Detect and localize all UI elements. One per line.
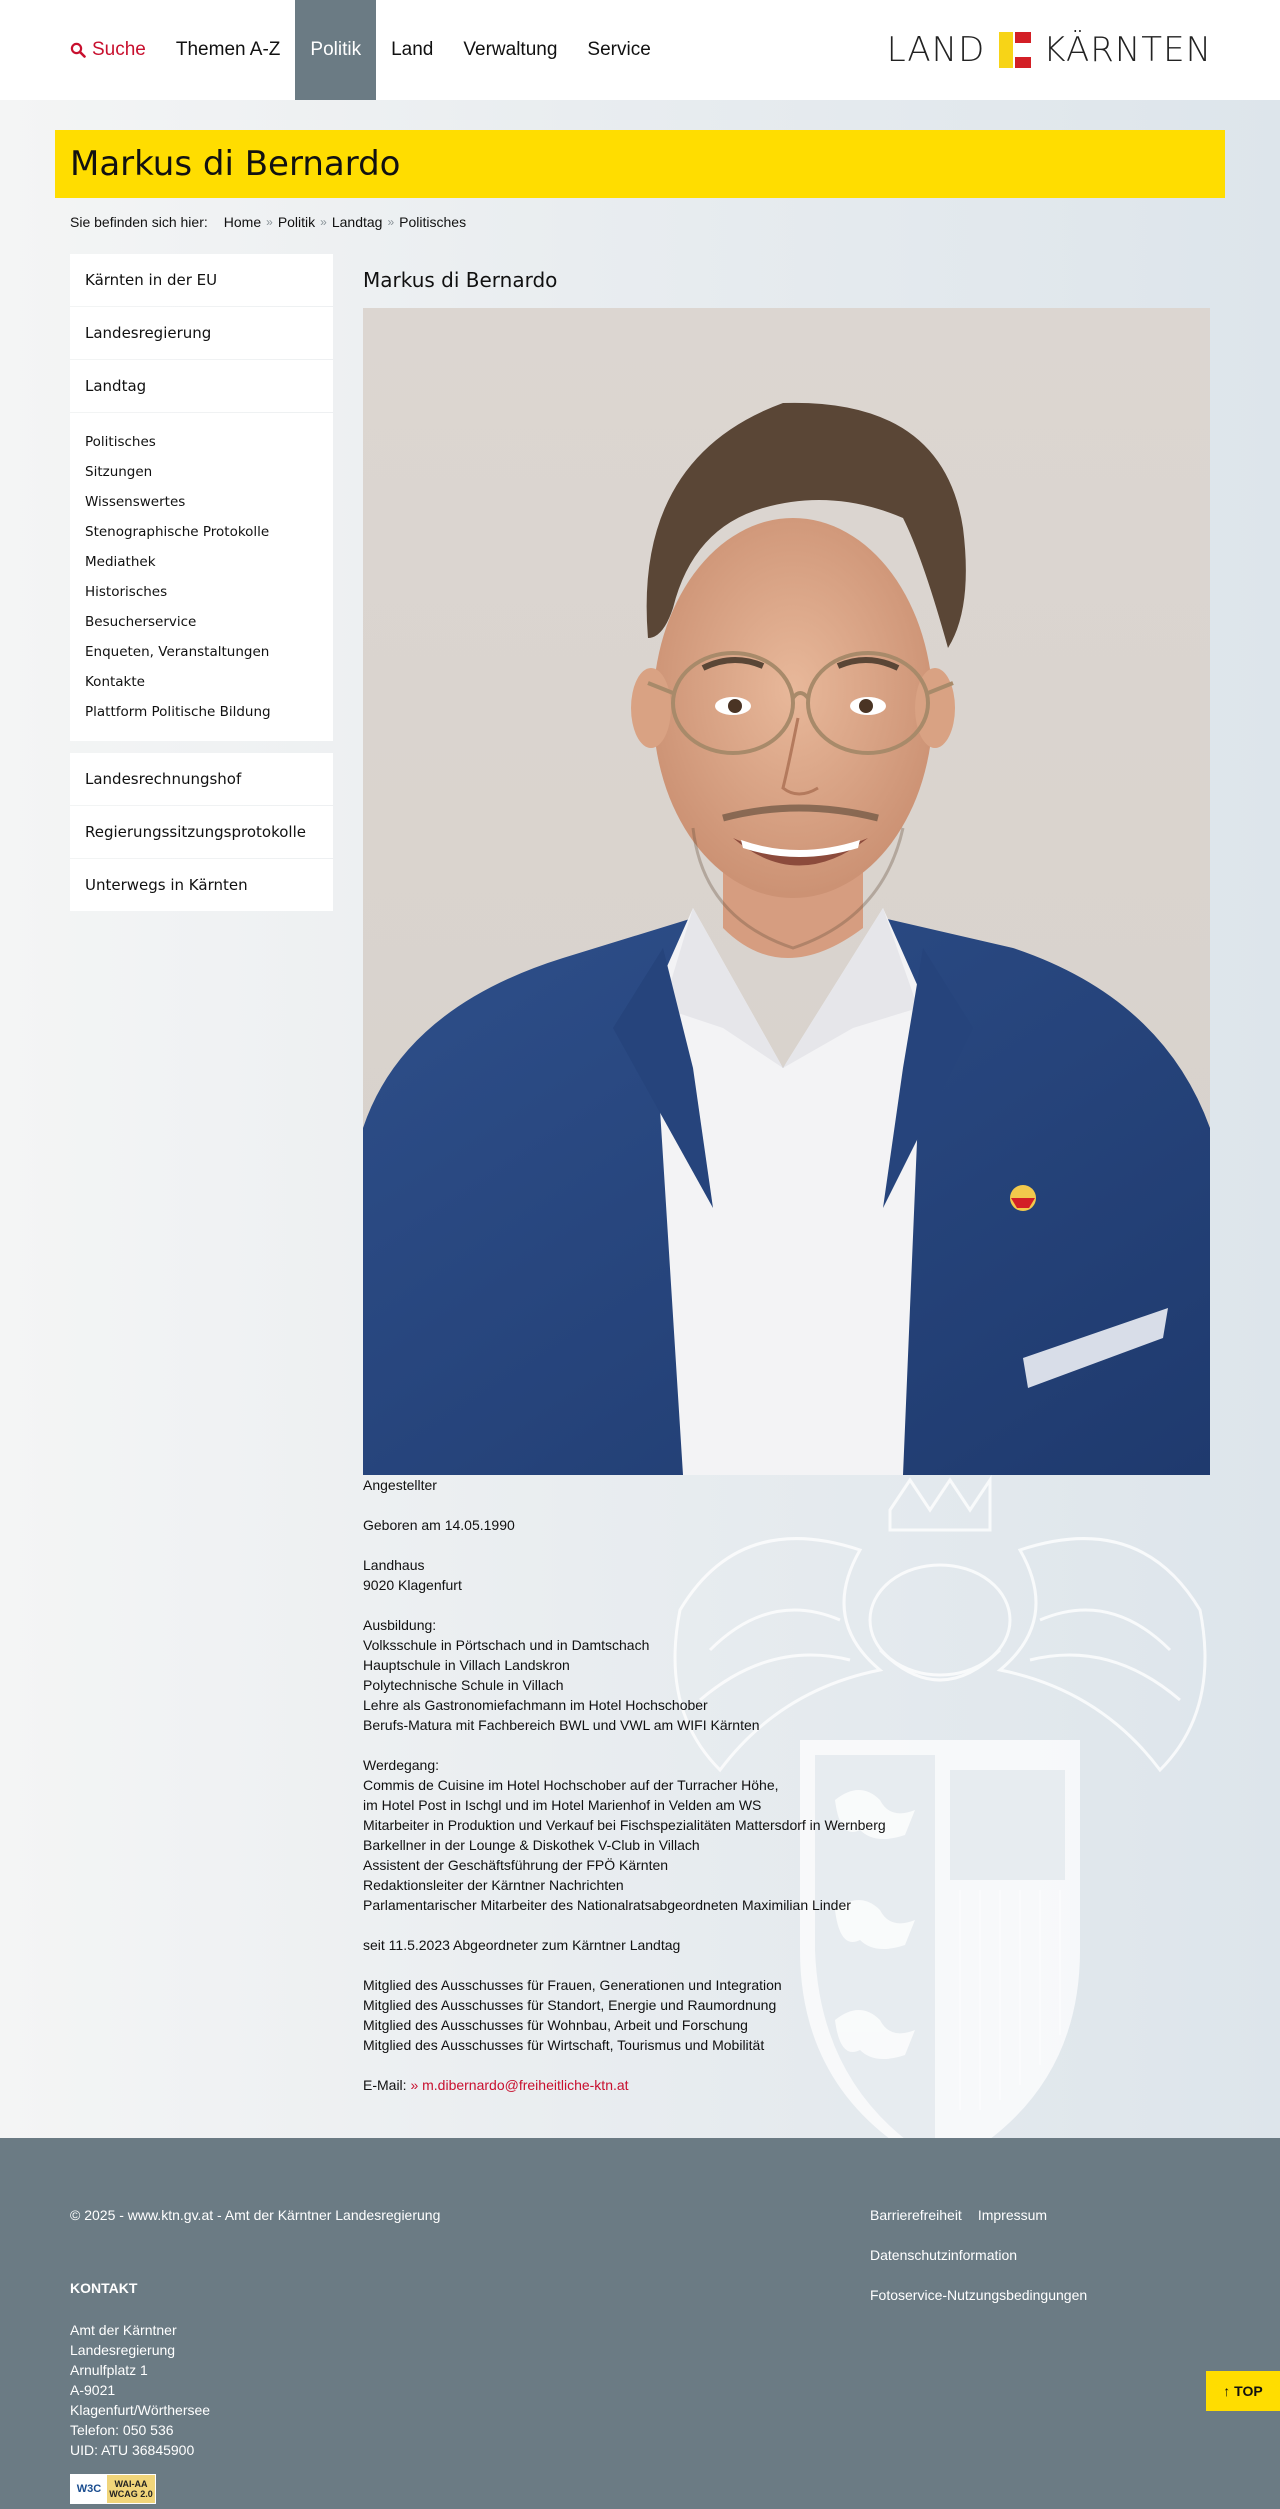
- breadcrumb-politisches-label: Politisches: [399, 214, 467, 230]
- nav-themen[interactable]: Themen A-Z: [175, 39, 281, 60]
- site-footer: [0, 2138, 1280, 2509]
- sidebar-subitem-sitzungen[interactable]: Sitzungen: [85, 464, 153, 480]
- contact-line: Telefon: 050 536: [70, 2422, 174, 2438]
- sidebar-item-eu[interactable]: Kärnten in der EU: [70, 254, 333, 306]
- bio-education: [363, 1615, 1210, 1735]
- chevron-right-icon: »: [387, 215, 395, 229]
- breadcrumb-politik-label: Politik: [277, 214, 316, 230]
- main-content: [363, 268, 1210, 2115]
- sidebar-item-landtag[interactable]: Landtag: [70, 360, 333, 412]
- nav-land[interactable]: Land: [391, 39, 434, 60]
- education-line: Hauptschule in Villach Landskron: [363, 1657, 570, 1673]
- sidebar-subitem-historisches[interactable]: Historisches: [85, 584, 168, 600]
- wcag-label: [107, 2475, 155, 2503]
- nav-service[interactable]: Service: [587, 39, 651, 60]
- nav-verwaltung[interactable]: Verwaltung: [463, 39, 558, 60]
- bio-occupation: Angestellter: [363, 1477, 437, 1493]
- carinthia-flag-icon: [999, 32, 1031, 68]
- sidebar-subitem-plattform[interactable]: Plattform Politische Bildung: [85, 704, 271, 720]
- sidebar-item-landesrechnungshof[interactable]: Landesrechnungshof: [70, 753, 333, 805]
- bio-career: [363, 1755, 1210, 1915]
- breadcrumb-landtag[interactable]: [315, 214, 382, 230]
- career-line: Parlamentarischer Mitarbeiter des Nationalratsabgeordneten Maximilian Linder: [363, 1897, 851, 1913]
- footer-copyright: © 2025 - www.ktn.gv.at - Amt der Kärntner Landesregierung: [70, 2207, 441, 2223]
- bio-since: seit 11.5.2023 Abgeordneter zum Kärntner Landtag: [363, 1937, 681, 1953]
- bio-address: [363, 1555, 1210, 1595]
- career-line: Barkellner in der Lounge & Diskothek V-Club in Villach: [363, 1837, 700, 1853]
- breadcrumb-home[interactable]: [224, 214, 261, 230]
- logo-text-left: LAND: [886, 30, 986, 70]
- contact-line: A-9021: [70, 2382, 116, 2398]
- sidebar-item-unterwegs[interactable]: Unterwegs in Kärnten: [70, 859, 333, 911]
- breadcrumb-lead: Sie befinden sich hier:: [70, 214, 208, 230]
- sidebar-submenu-landtag: [70, 413, 333, 741]
- education-line: Ausbildung:: [363, 1617, 437, 1633]
- career-line: Commis de Cuisine im Hotel Hochschober auf der Turracher Höhe,: [363, 1777, 779, 1793]
- sidebar-subitem-kontakte[interactable]: Kontakte: [85, 674, 145, 690]
- email-label: E-Mail:: [363, 2077, 407, 2093]
- sidebar-nav: [70, 254, 333, 912]
- nav-politik[interactable]: Politik: [295, 0, 376, 100]
- footer-contact-block: [70, 2320, 210, 2460]
- sidebar-item-landesregierung[interactable]: Landesregierung: [70, 307, 333, 359]
- main-area: [0, 100, 1280, 2138]
- footer-contact-heading: KONTAKT: [70, 2280, 138, 2296]
- career-line: Redaktionsleiter der Kärntner Nachrichten: [363, 1877, 624, 1893]
- committee-line: Mitglied des Ausschusses für Standort, Energie und Raumordnung: [363, 1997, 777, 2013]
- contact-line: Klagenfurt/Wörthersee: [70, 2402, 211, 2418]
- career-line: im Hotel Post in Ischgl und im Hotel Marienhof in Velden am WS: [363, 1797, 762, 1813]
- breadcrumb: [70, 214, 466, 230]
- search-icon: [70, 42, 86, 58]
- content-heading: Markus di Bernardo: [363, 268, 558, 292]
- footer-link-impressum[interactable]: Impressum: [977, 2207, 1048, 2223]
- committee-line: Mitglied des Ausschusses für Wirtschaft, Tourismus und Mobilität: [363, 2037, 765, 2053]
- sidebar-subitem-enqueten[interactable]: Enqueten, Veranstaltungen: [85, 644, 270, 660]
- sidebar-subitem-besucherservice[interactable]: Besucherservice: [85, 614, 197, 630]
- breadcrumb-politisches[interactable]: [382, 214, 466, 230]
- wai-aa-text: WAI-AA: [114, 2479, 148, 2489]
- address-line: Landhaus: [363, 1557, 425, 1573]
- sidebar-subitem-protokolle[interactable]: Stenographische Protokolle: [85, 524, 270, 540]
- site-logo[interactable]: [887, 30, 1212, 70]
- contact-line: Arnulfplatz 1: [70, 2362, 148, 2378]
- education-line: Volksschule in Pörtschach und in Damtschach: [363, 1637, 650, 1653]
- contact-line: UID: ATU 36845900: [70, 2442, 195, 2458]
- footer-link-barrierefreiheit[interactable]: Barrierefreiheit: [870, 2207, 962, 2223]
- nav-search-label: Suche: [92, 39, 146, 60]
- bio-committees: [363, 1975, 1210, 2055]
- committee-line: Mitglied des Ausschusses für Wohnbau, Arbeit und Forschung: [363, 2017, 748, 2033]
- contact-line: Amt der Kärntner: [70, 2322, 177, 2338]
- bio-email: [363, 2075, 1210, 2095]
- main-nav: [55, 0, 666, 100]
- career-line: Werdegang:: [363, 1757, 440, 1773]
- sidebar-subitem-mediathek[interactable]: Mediathek: [85, 554, 156, 570]
- sidebar-subitem-politisches[interactable]: Politisches: [85, 434, 156, 450]
- address-line: 9020 Klagenfurt: [363, 1577, 462, 1593]
- chevron-right-icon: »: [320, 215, 327, 229]
- page-title: Markus di Bernardo: [70, 144, 401, 184]
- contact-line: Landesregierung: [70, 2342, 176, 2358]
- career-line: Mitarbeiter in Produktion und Verkauf bei Fischspezialitäten Mattersdorf in Wernberg: [363, 1817, 886, 1833]
- committee-line: Mitglied des Ausschusses für Frauen, Generationen und Integration: [363, 1977, 782, 1993]
- breadcrumb-home-label: Home: [223, 214, 262, 230]
- sidebar-item-regierungssitzungsprotokolle[interactable]: Regierungssitzungsprotokolle: [70, 806, 333, 858]
- back-to-top-button[interactable]: ↑ TOP: [1206, 2371, 1280, 2411]
- wcag-badge[interactable]: [70, 2474, 156, 2504]
- wcag-version-text: WCAG 2.0: [109, 2489, 153, 2499]
- footer-link-datenschutz[interactable]: Datenschutzinformation: [870, 2247, 1018, 2263]
- footer-link-fotoservice[interactable]: Fotoservice-Nutzungsbedingungen: [870, 2287, 1088, 2303]
- career-line: Assistent der Geschäftsführung der FPÖ Kärnten: [363, 1857, 669, 1873]
- breadcrumb-politik[interactable]: [261, 214, 315, 230]
- nav-search[interactable]: [55, 0, 161, 100]
- site-header: [0, 0, 1280, 100]
- bio-born: Geboren am 14.05.1990: [363, 1517, 515, 1533]
- logo-text-right: KÄRNTEN: [1043, 30, 1212, 70]
- education-line: Berufs-Matura mit Fachbereich BWL und VWL am WIFI Kärnten: [363, 1717, 760, 1733]
- portrait-photo: [363, 308, 1210, 1475]
- footer-links: [870, 2207, 1210, 2304]
- biography: [363, 1475, 1210, 2095]
- email-link[interactable]: » m.dibernardo@freiheitliche-ktn.at: [410, 2077, 629, 2093]
- chevron-right-icon: »: [266, 215, 273, 229]
- w3c-logo: W3C: [71, 2475, 107, 2503]
- breadcrumb-landtag-label: Landtag: [331, 214, 383, 230]
- page-title-banner: [55, 130, 1225, 198]
- education-line: Polytechnische Schule in Villach: [363, 1677, 564, 1693]
- sidebar-subitem-wissenswertes[interactable]: Wissenswertes: [85, 494, 186, 510]
- education-line: Lehre als Gastronomiefachmann im Hotel Hochschober: [363, 1697, 708, 1713]
